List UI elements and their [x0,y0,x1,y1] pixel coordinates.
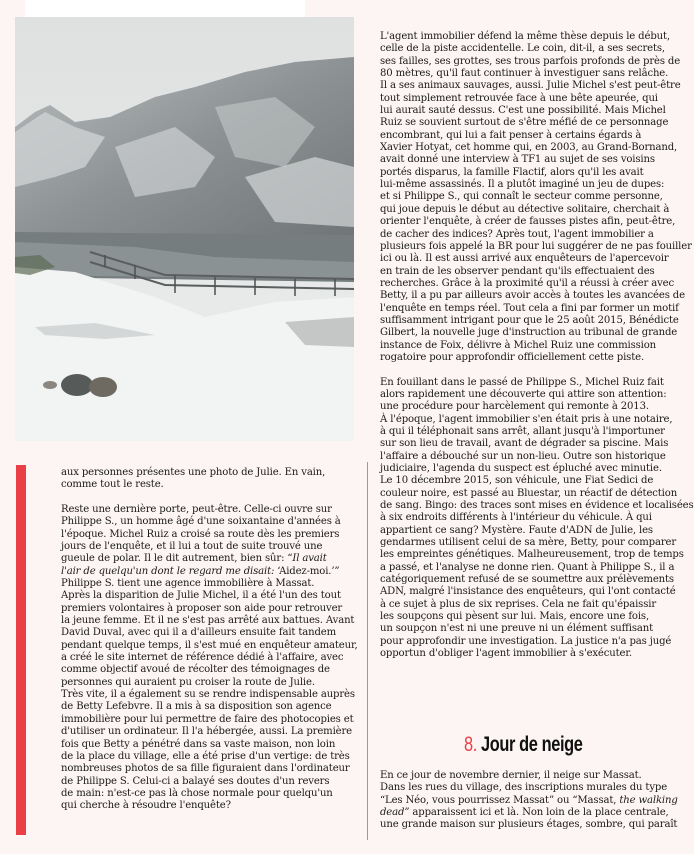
paragraph [61,467,358,492]
text-line: celle de la piste accidentelle. Le coin, dit-il, a ses secrets, [380,43,665,55]
text-line: alors rapidement une découverte qui attire son attention: [380,388,667,400]
text-line: à six endroits différents à l'intérieur du véhicule. À qui [380,512,652,524]
text-line [61,566,358,578]
text-line: de Philippe S. Celui-ci a balayé ses doutes d'un revers [61,775,330,787]
text-line: En ce jour de novembre dernier, il neige sur Massat. [380,770,642,781]
text-line: l'enquête en temps réel. Tout cela a fini par former un motif [380,302,679,314]
text-line: de cacher des indices? Après tout, l'agent immobilier a [380,228,654,240]
text-line: la jeune femme. Et il ne s'est pas arrêté aux battues. Avant [61,615,355,627]
text-line: Philippe S. tient une agence immobilière à Massat. [61,578,315,590]
quote-italic: l'air de quelqu'un dont le regard me disait: [61,565,275,577]
text-line: de sang. Bingo: des traces sont mises en évidence et localisées [380,500,694,512]
text-line: 80 mètres, qu'il faut continuer à investiguer sans relâche. [380,68,669,80]
text-line: a passé, et l'analyse ne donne rien. Quant à Philippe S., il a [380,561,675,573]
text-line: suffisamment intrigant pour que le 25 août 2015, Bénédicte [380,314,679,326]
text-line [380,795,678,807]
text-line: judiciaire, l'agenda du suspect est épluché avec minutie. [380,462,662,474]
column-divider [367,462,368,840]
text-line: Après la disparition de Julie Michel, il a été l'un des tout [61,590,341,602]
text-line: plusieurs fois appelé la BR pour lui suggérer de ne pas fouiller [380,240,692,252]
quote-italic: Il avait [292,553,327,565]
text-line: de Betty Lefebvre. Il a mis à sa disposition son agence [61,701,332,713]
text-line: Il a ses animaux sauvages, aussi. Julie Michel s'est peut-être [380,80,681,92]
paragraph [380,377,694,661]
text-line: qui cherche à résoudre l'enquête? [61,800,231,812]
section-title: Jour de neige [481,733,583,756]
text-line: gendarmes utilisent celui de sa mère, Betty, pour comparer [380,537,676,549]
text-line: jours de l'enquête, et il lui a tout de suite trouvé une [61,541,323,553]
left-column-text [61,467,358,813]
text-line: l'époque. Michel Ruiz a croisé sa route dès les premiers [61,528,340,540]
sidebar-accent-bar [16,465,26,835]
text-line: immobilière pour lui permettre de faire des photocopies et [61,713,354,725]
text-line: lui aurait sauté dessus. C'est une possibilité. Mais Michel [380,105,666,117]
text-line: catégoriquement refusé de se soumettre aux prélèvements [380,574,674,586]
section-heading [464,733,582,757]
text-line: à ce sujet à plus de six reprises. Cela ne fait qu'épaissir [380,598,656,610]
text-line: l'affaire a débouché sur un non-lieu. Outre son historique [380,450,666,462]
text-line: instance de Foix, délivre à Michel Ruiz une commission [380,339,656,351]
text-run: “Les Néo, vous pourrissez Massat” ou “Massat, [380,794,620,806]
text-line: Betty, il a pu par ailleurs avoir accès à toutes les avancées de [380,290,685,302]
text-line: lui-même assassinés. Il a plutôt imaginé un jeu de dupes: [380,179,665,191]
text-line: recherches. Grâce à la proximité qu'il a réussi à créer avec [380,277,674,289]
text-line: a créé le site internet de référence dédié à l'affaire, avec [61,652,344,664]
text-line: les empreintes génétiques. Malheureusement, trop de temps [380,549,684,561]
text-line [380,807,678,819]
text-line: comme objectif avoué de récolter des témoignages de [61,664,330,676]
text-line: un soupçon n'est ni une preuve ni un élément suffisant [380,623,653,635]
section-8-text [380,770,678,832]
text-line: une procédure pour harcèlement qui remonte à 2013. [380,401,649,413]
text-run: gueule de polar. Il le dit autrement, bien sûr: “ [61,553,293,565]
paragraph [61,504,358,813]
text-line: personnes qui auraient pu croiser la route de Julie. [61,676,315,688]
paragraph [380,770,678,832]
text-line: d'utiliser un ordinateur. Il l'a hébergée, aussi. La première [61,726,352,738]
paragraph [380,31,694,364]
text-line: en train de les observer pendant qu'ils effectuaient des [380,265,655,277]
text-line: À l'époque, l'agent immobilier s'en était pris à une notaire, [380,413,673,425]
text-line: ses failles, ses grottes, ses trous parfois profonds de près de [380,55,681,67]
quote-text: ‘Aidez-moi.’” [274,565,340,577]
text-line: tout simplement retrouvée face à une bête apeurée, qui [380,92,658,104]
text-line: encombrant, qui lui a fait penser à certains égards à [380,129,642,141]
text-line: Gilbert, la nouvelle juge d'instruction au tribunal de grande [380,327,678,339]
text-line: une grande maison sur plusieurs étages, sombre, qui paraît [380,819,678,831]
text-line: de la place du village, elle a été prise d'un vertige: de très [61,750,350,762]
text-line: à qui il téléphonait sans arrêt, allant jusqu'à l'importuner [380,425,665,437]
text-line: fois que Betty a pénétré dans sa vaste maison, non loin [61,738,336,750]
right-column-text [380,31,694,660]
text-line: avait donné une interview à TF1 au sujet de ses voisins [380,154,655,166]
section-number: 8. [464,733,477,756]
text-line: ADN, malgré l'insistance des enquêteurs, qui l'ont contacté [380,586,676,598]
text-line: Philippe S., un homme âgé d'une soixantaine d'années à [61,516,341,528]
text-line: comme tout le reste. [61,479,164,491]
text-line: Très vite, il a également su se rendre indispensable auprès [61,689,355,701]
snowy-lake-photo [15,17,354,441]
text-line: appartient ce sang? Mystère. Faute d'ADN de Julie, les [380,524,653,536]
italic-run: the walking [619,794,678,806]
text-line: ici ou là. Il est aussi arrivé aux enquêteurs de l'apercevoir [380,253,669,265]
text-line: En fouillant dans le passé de Philippe S., Michel Ruiz fait [380,376,664,388]
page-top-strip [25,0,305,17]
text-line: Dans les rues du village, des inscriptions murales du type [380,782,668,794]
text-line: orienter l'enquête, à créer de fausses pistes afin, peut-être, [380,216,676,228]
text-line: portés disparus, la famille Flactif, alors qu'il les avait [380,166,644,178]
text-line: L'agent immobilier défend la même thèse depuis le début, [380,31,670,42]
text-line: David Duval, avec qui il a d'ailleurs ensuite fait tandem [61,627,337,639]
text-line: aux personnes présentes une photo de Julie. En vain, [61,467,326,478]
text-line: nombreuses photos de sa fille figuraient dans l'ordinateur [61,763,350,775]
text-line: qui joue depuis le début au détective solitaire, cherchait à [380,203,670,215]
text-line [61,553,358,565]
text-line: Xavier Hotyat, cet homme qui, en 2003, au Grand-Bornand, [380,142,678,154]
text-run: ” apparaissent ici et là. Non loin de la place centrale, [404,807,669,819]
text-line: Reste une dernière porte, peut-être. Celle-ci ouvre sur [61,503,332,515]
text-line: opportun d'obliger l'agent immobilier à s'exécuter. [380,648,632,660]
text-line: premiers volontaires à proposer son aide pour retrouver [61,602,343,614]
text-line: pour approfondir une investigation. La justice n'a pas jugé [380,635,672,647]
text-line: Ruiz se souvient surtout de s'être méfié de ce personnage [380,117,669,129]
text-line: pendant quelque temps, il s'est mué en enquêteur amateur, [61,639,358,651]
text-line: les soupçons qui pèsent sur lui. Mais, encore une fois, [380,611,650,623]
text-line: Le 10 décembre 2015, son véhicule, une Fiat Sedici de [380,475,654,487]
mountain-landscape-image [15,17,354,441]
text-line: couleur noire, est passé au Bluestar, un réactif de détection [380,487,678,499]
italic-run: dead [380,807,405,819]
text-line: de main: n'est-ce pas là chose normale pour quelqu'un [61,787,333,799]
text-line: sur son lieu de travail, avant de dégrader sa piscine. Mais [380,438,669,450]
text-line: et si Philippe S., qui connaît le secteur comme personne, [380,191,663,203]
text-line: rogatoire pour approfondir officiellement cette piste. [380,351,645,363]
